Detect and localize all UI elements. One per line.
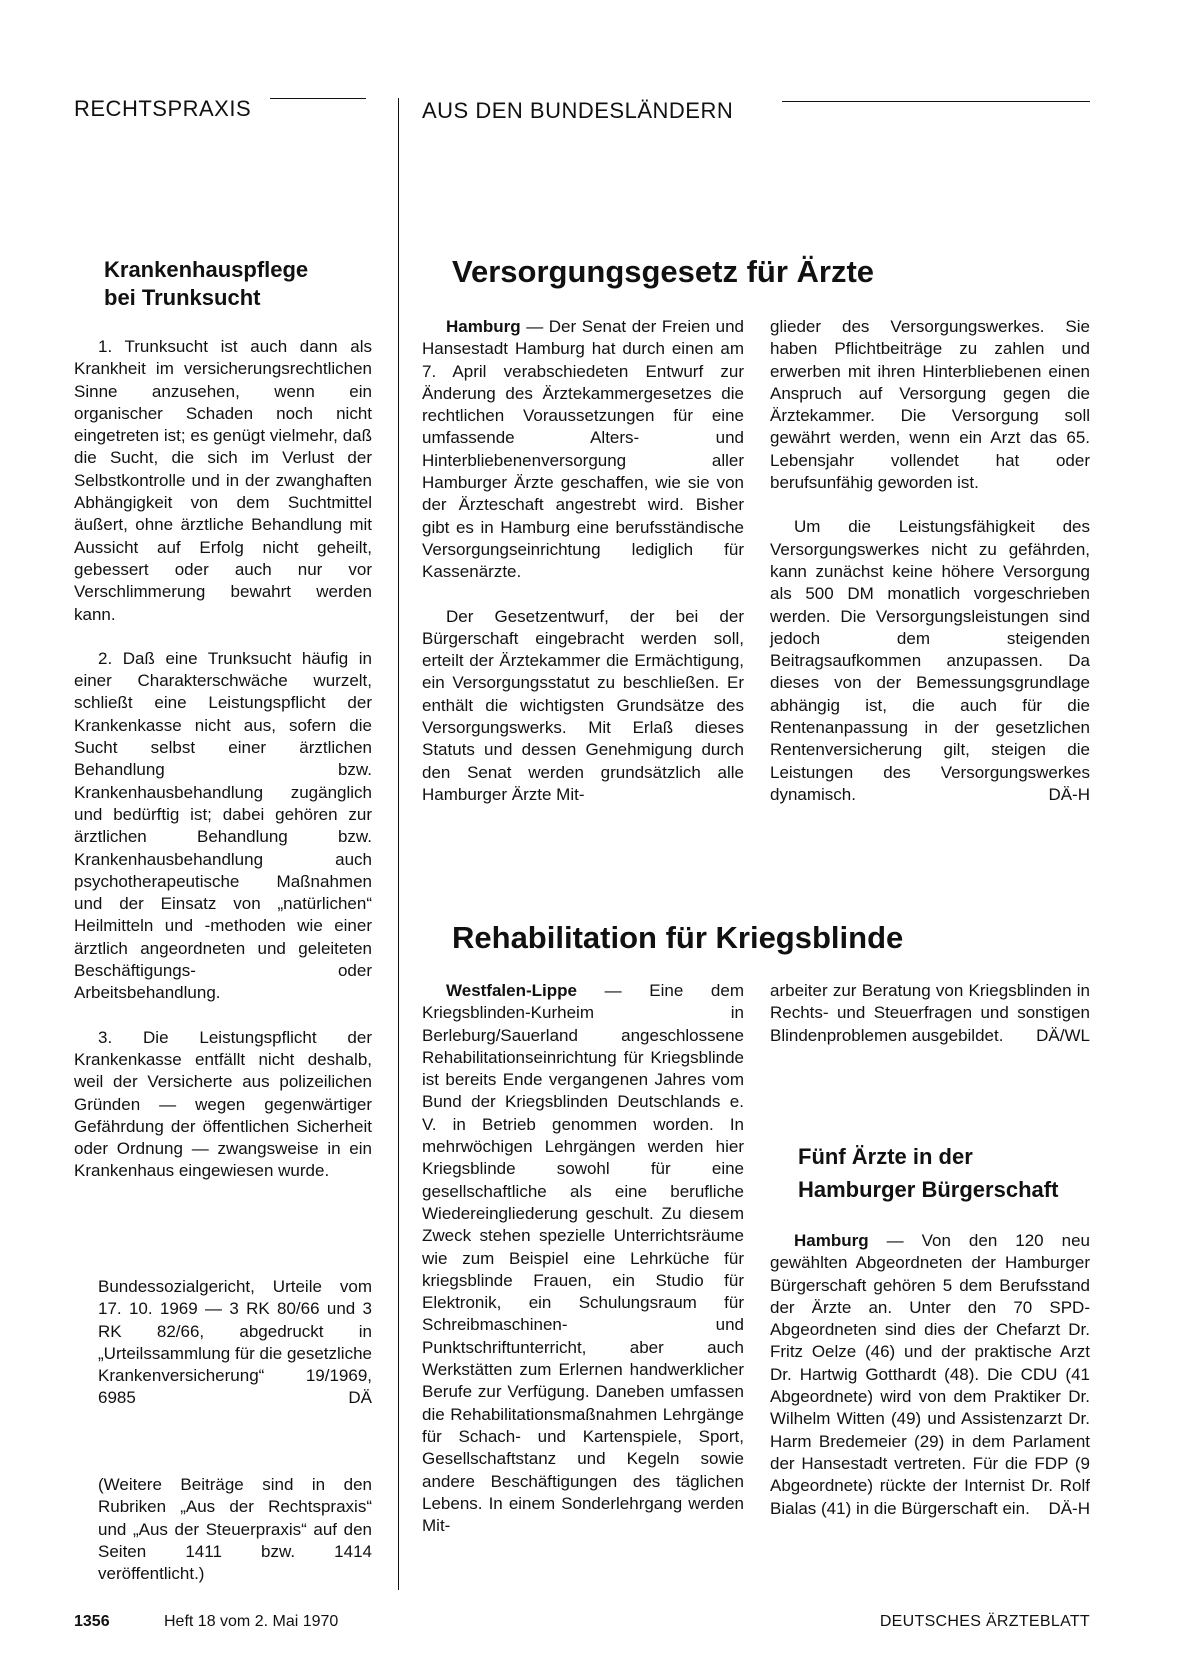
article1-col1-para2: Der Gesetzentwurf, der bei der Bürgerschaft eingebracht werden soll, erteilt der Ärztekammer die Ermächtigung, ein Versorgungsstatut zu beschließen. Er enthält die wichtigsten Grundsätze des Versorgungswerks. Mit Erlaß dieses Statuts und dessen Genehmigung durch den Senat werden grundsätzlich alle Hamburger Ärzte Mit-	[422, 606, 744, 804]
publication-name: DEUTSCHES ÄRZTEBLATT	[879, 1613, 1090, 1630]
article2-col2-para1: arbeiter zur Beratung von Kriegsblinden in Rechts- und Steuerfragen und sonstigen Blindenproblemen ausgebildet.	[770, 981, 1090, 1045]
article3-signature: DÄ-H	[1048, 1498, 1090, 1518]
article1-col2	[770, 316, 1090, 806]
rechtspraxis-body	[74, 336, 372, 1205]
article1-signature: DÄ-H	[1048, 784, 1090, 804]
article3-headline-line1: Fünf Ärzte in der	[798, 1144, 973, 1169]
article1-headline: Versorgungsgesetz für Ärzte	[452, 254, 875, 289]
rechtspraxis-para-3: 3. Die Leistungspflicht der Krankenkasse entfällt nicht deshalb, weil der Versicherte aus polizeilichen Gründen — wegen gegenwärtiger Gefährdung der öffentlichen Sicherheit oder Ordnung — zwangsweise in ein Krankenhaus eingewiesen wurde.	[74, 1027, 372, 1181]
article2-col1	[422, 980, 744, 1559]
rechtspraxis-para-2: 2. Daß eine Trunksucht häufig in einer Charakterschwäche wurzelt, schließt eine Leistungspflicht der Krankenkasse nicht aus, sofern die Sucht selbst einer ärztlichen Behandlung bzw. Krankenhausbehandlung zugänglich und bedürftig ist; dabei gehören zur ärztlichen Behandlung bzw. Krankenhausbehandlung auch psychotherapeutische Maßnahmen und der Einsatz von „natürlichen“ Heilmitteln und -methoden wie einer ärztlich angeordneten und geleiteten Beschäftigungs- oder Arbeitsbehandlung.	[74, 648, 372, 1003]
column-divider	[398, 98, 399, 1590]
header-rule-right	[782, 101, 1090, 102]
article2-col2	[770, 980, 1090, 1047]
article3-dateline: Hamburg	[794, 1231, 869, 1250]
article3-headline	[798, 1140, 1098, 1206]
article1-dateline: Hamburg	[446, 317, 521, 336]
page-number: 1356	[74, 1613, 110, 1630]
rechtspraxis-para-1: 1. Trunksucht ist auch dann als Krankheit im versicherungsrechtlichen Sinne anzusehen, wenn ein organischer Schaden noch nicht eingetreten ist; es genügt vielmehr, daß die Sucht, die sich im Verlust der Selbstkontrolle und in der zwanghaften Abhängigkeit von dem Suchtmittel äußert, ohne ärztliche Behandlung mit Aussicht auf Erfolg nicht geheilt, gebessert oder auch nur vor Verschlimmerung bewahrt werden kann.	[74, 337, 372, 624]
article1-col2-para1: glieder des Versorgungswerkes. Sie haben Pflichtbeiträge zu zahlen und erwerben mit ihren Hinterbliebenen einen Anspruch auf Versorgung gegen die Ärztekammer. Die Versorgung soll gewährt werden, wenn ein Arzt das 65. Lebensjahr vollendet hat oder berufsunfähig geworden ist.	[770, 317, 1090, 493]
article3-body	[770, 1230, 1090, 1520]
rechtspraxis-source-text: Bundessozialgericht, Urteile vom 17. 10. 1969 — 3 RK 80/66 und 3 RK 82/66, abgedruckt in „Urteilssammlung für die gesetzliche Krankenversicherung“ 19/1969, 6985	[98, 1277, 372, 1408]
header-rule-left	[270, 98, 366, 99]
rechtspraxis-note: (Weitere Beiträge sind in den Rubriken „Aus der Rechtspraxis“ und „Aus der Steuerpraxis“ auf den Seiten 1411 bzw. 1414 veröffentlicht.)	[98, 1475, 372, 1584]
issue-line: Heft 18 vom 2. Mai 1970	[164, 1613, 339, 1630]
article1-col2-para2: Um die Leistungsfähigkeit des Versorgungswerkes nicht zu gefährden, kann zunächst keine höhere Versorgung als 500 DM monatlich vorgeschrieben werden. Die Versorgungsleistungen sind jedoch dem steigenden Beitragsaufkommen anzupassen. Da dieses von der Bemessungsgrundlage abhängig ist, die auch für die Rentenanpassung in der gesetzlichen Rentenversicherung gilt, steigen die Leistungen des Versorgungswerkes dynamisch.	[770, 517, 1090, 804]
article3-body-text: — Von den 120 neu gewählten Abgeordneten der Hamburger Bürgerschaft gehören 5 dem Berufsstand der Ärzte an. Unter den 70 SPD-Abgeordneten sind dies der Chefarzt Dr. Fritz Oelze (46) und der praktische Arzt Dr. Hartwig Gotthardt (48). Die CDU (41 Abgeordnete) wird von dem Praktiker Dr. Wilhelm Witten (49) und Assistenzarzt Dr. Harm Bredemeier (29) in dem Parlament der Hansestadt vertreten. Für die FDP (9 Abgeordnete) rückte der Internist Dr. Rolf Bialas (41) in die Bürgerschaft ein.	[770, 1231, 1090, 1518]
section-label-rechtspraxis: RECHTSPRAXIS	[74, 96, 252, 121]
rechtspraxis-title	[104, 256, 374, 312]
section-label-bundeslaender: AUS DEN BUNDESLÄNDERN	[422, 98, 734, 123]
rechtspraxis-source	[98, 1276, 372, 1410]
article3-headline-line2: Hamburger Bürgerschaft	[798, 1177, 1059, 1202]
article2-col1-para1: — Eine dem Kriegsblinden-Kurheim in Berleburg/Sauerland angeschlossene Rehabilitationseinrichtung für Kriegsblinde ist bereits Ende vergangenen Jahres vom Bund der Kriegsblinden Deutschlands e. V. in Betrieb genommen worden. In mehrwöchigen Lehrgängen werden hier Kriegsblinde sowohl für eine gesellschaftliche als eine berufliche Wiedereingliederung geschult. Zu diesem Zweck stehen spezielle Unterrichtsräume wie zum Beispiel eine Lehrküche für kriegsblinde Frauen, ein Studio für Elektronik, ein Schulungsraum für Schreibmaschinen- und Punktschriftunterricht, aber auch Werkstätten zum Erlernen handwerklicher Berufe zur Verfügung. Daneben umfassen die Rehabilitationsmaßnahmen Lehrgänge für Schach- und Kartenspiele, Sport, Gesellschaftstanz und Kegeln sowie andere Beschäftigungen des täglichen Lebens. In einem Sonderlehrgang werden Mit-	[422, 981, 744, 1536]
article1-col1-para1: — Der Senat der Freien und Hansestadt Hamburg hat durch einen am 7. April verabschiedeten Entwurf zur Änderung des Ärztekammergesetzes die rechtlichen Voraussetzungen für eine umfassende Alters- und Hinterbliebenenversorgung aller Hamburger Ärzte geschaffen, wie sie von der Ärzteschaft angestrebt wird. Bisher gibt es in Hamburg eine berufsständische Versorgungseinrichtung lediglich für Kassenärzte.	[422, 317, 744, 582]
article1-col1	[422, 316, 744, 828]
article2-dateline: Westfalen-Lippe	[446, 981, 577, 1000]
rechtspraxis-source-signature: DÄ	[348, 1388, 372, 1408]
rechtspraxis-title-line2: bei Trunksucht	[104, 285, 261, 310]
rechtspraxis-title-line1: Krankenhauspflege	[104, 257, 309, 282]
article2-signature: DÄ/WL	[1036, 1025, 1090, 1045]
article2-headline: Rehabilitation für Kriegsblinde	[452, 920, 904, 955]
